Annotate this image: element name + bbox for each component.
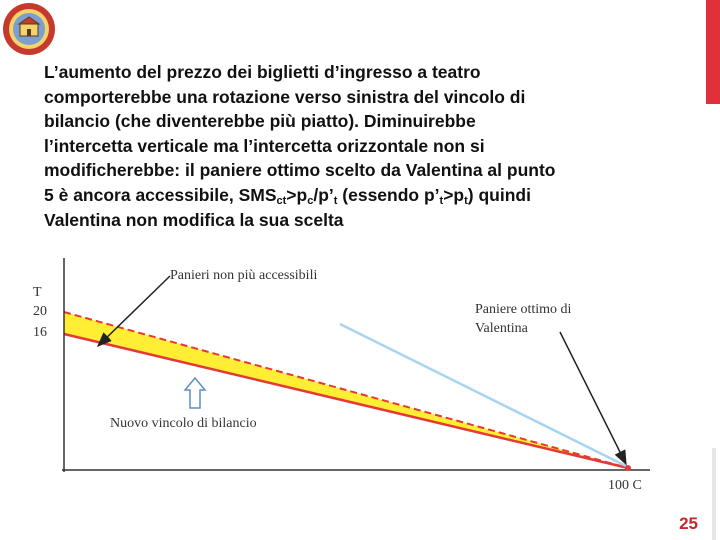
callout-non-accessibili: Panieri non più accessibili [170, 268, 318, 283]
callout-arrow-ottimo [560, 332, 626, 464]
x-tick-100: 100 C [608, 478, 642, 493]
body-line: comporterebbe una rotazione verso sinistra del vincolo di [44, 86, 526, 107]
hollow-up-arrow-icon [185, 378, 205, 408]
subscript: t [464, 194, 468, 207]
subscript: t [439, 194, 444, 207]
body-text-span: >p [286, 184, 308, 205]
indifference-curve [340, 324, 630, 468]
subscript: c [307, 194, 314, 207]
body-line: modificherebbe: il paniere ottimo scelto da Valentina al punto [44, 160, 556, 181]
accent-bar [706, 0, 720, 104]
subscript: t [333, 194, 338, 207]
university-seal-logo [2, 2, 56, 56]
body-line: bilancio (che diventerebbe più piatto). Diminuirebbe [44, 111, 476, 132]
callout-ottimo-line2: Valentina [475, 321, 528, 336]
body-text-span: /p’ [313, 184, 334, 205]
callout-nuovo-vincolo: Nuovo vincolo di bilancio [110, 416, 257, 431]
body-text-span: >p [443, 184, 465, 205]
body-line: l’intercetta verticale ma l’intercetta orizzontale non si [44, 135, 485, 156]
old-budget-constraint [64, 312, 628, 468]
footer-divider [712, 448, 716, 540]
page-number: 25 [679, 514, 698, 533]
body-line: Valentina non modifica la sua scelta [44, 209, 344, 230]
body-text-span: ) quindi [467, 184, 531, 205]
budget-constraint-diagram [0, 250, 720, 500]
y-tick-20: 20 [33, 304, 47, 319]
callout-ottimo-line1: Paniere ottimo di [475, 302, 572, 317]
optimal-basket-point [625, 465, 631, 471]
new-budget-constraint [64, 334, 628, 468]
slide-body-text [44, 60, 664, 232]
subscript: ct [276, 194, 287, 207]
y-tick-16: 16 [33, 325, 47, 340]
body-line: L’aumento del prezzo dei biglietti d’ingresso a teatro [44, 62, 481, 82]
y-axis-label: T [33, 285, 42, 300]
body-text-span: (essendo p’ [337, 184, 440, 205]
body-line-formula [44, 183, 664, 208]
body-text-span: 5 è ancora accessibile, SMS [44, 184, 277, 205]
